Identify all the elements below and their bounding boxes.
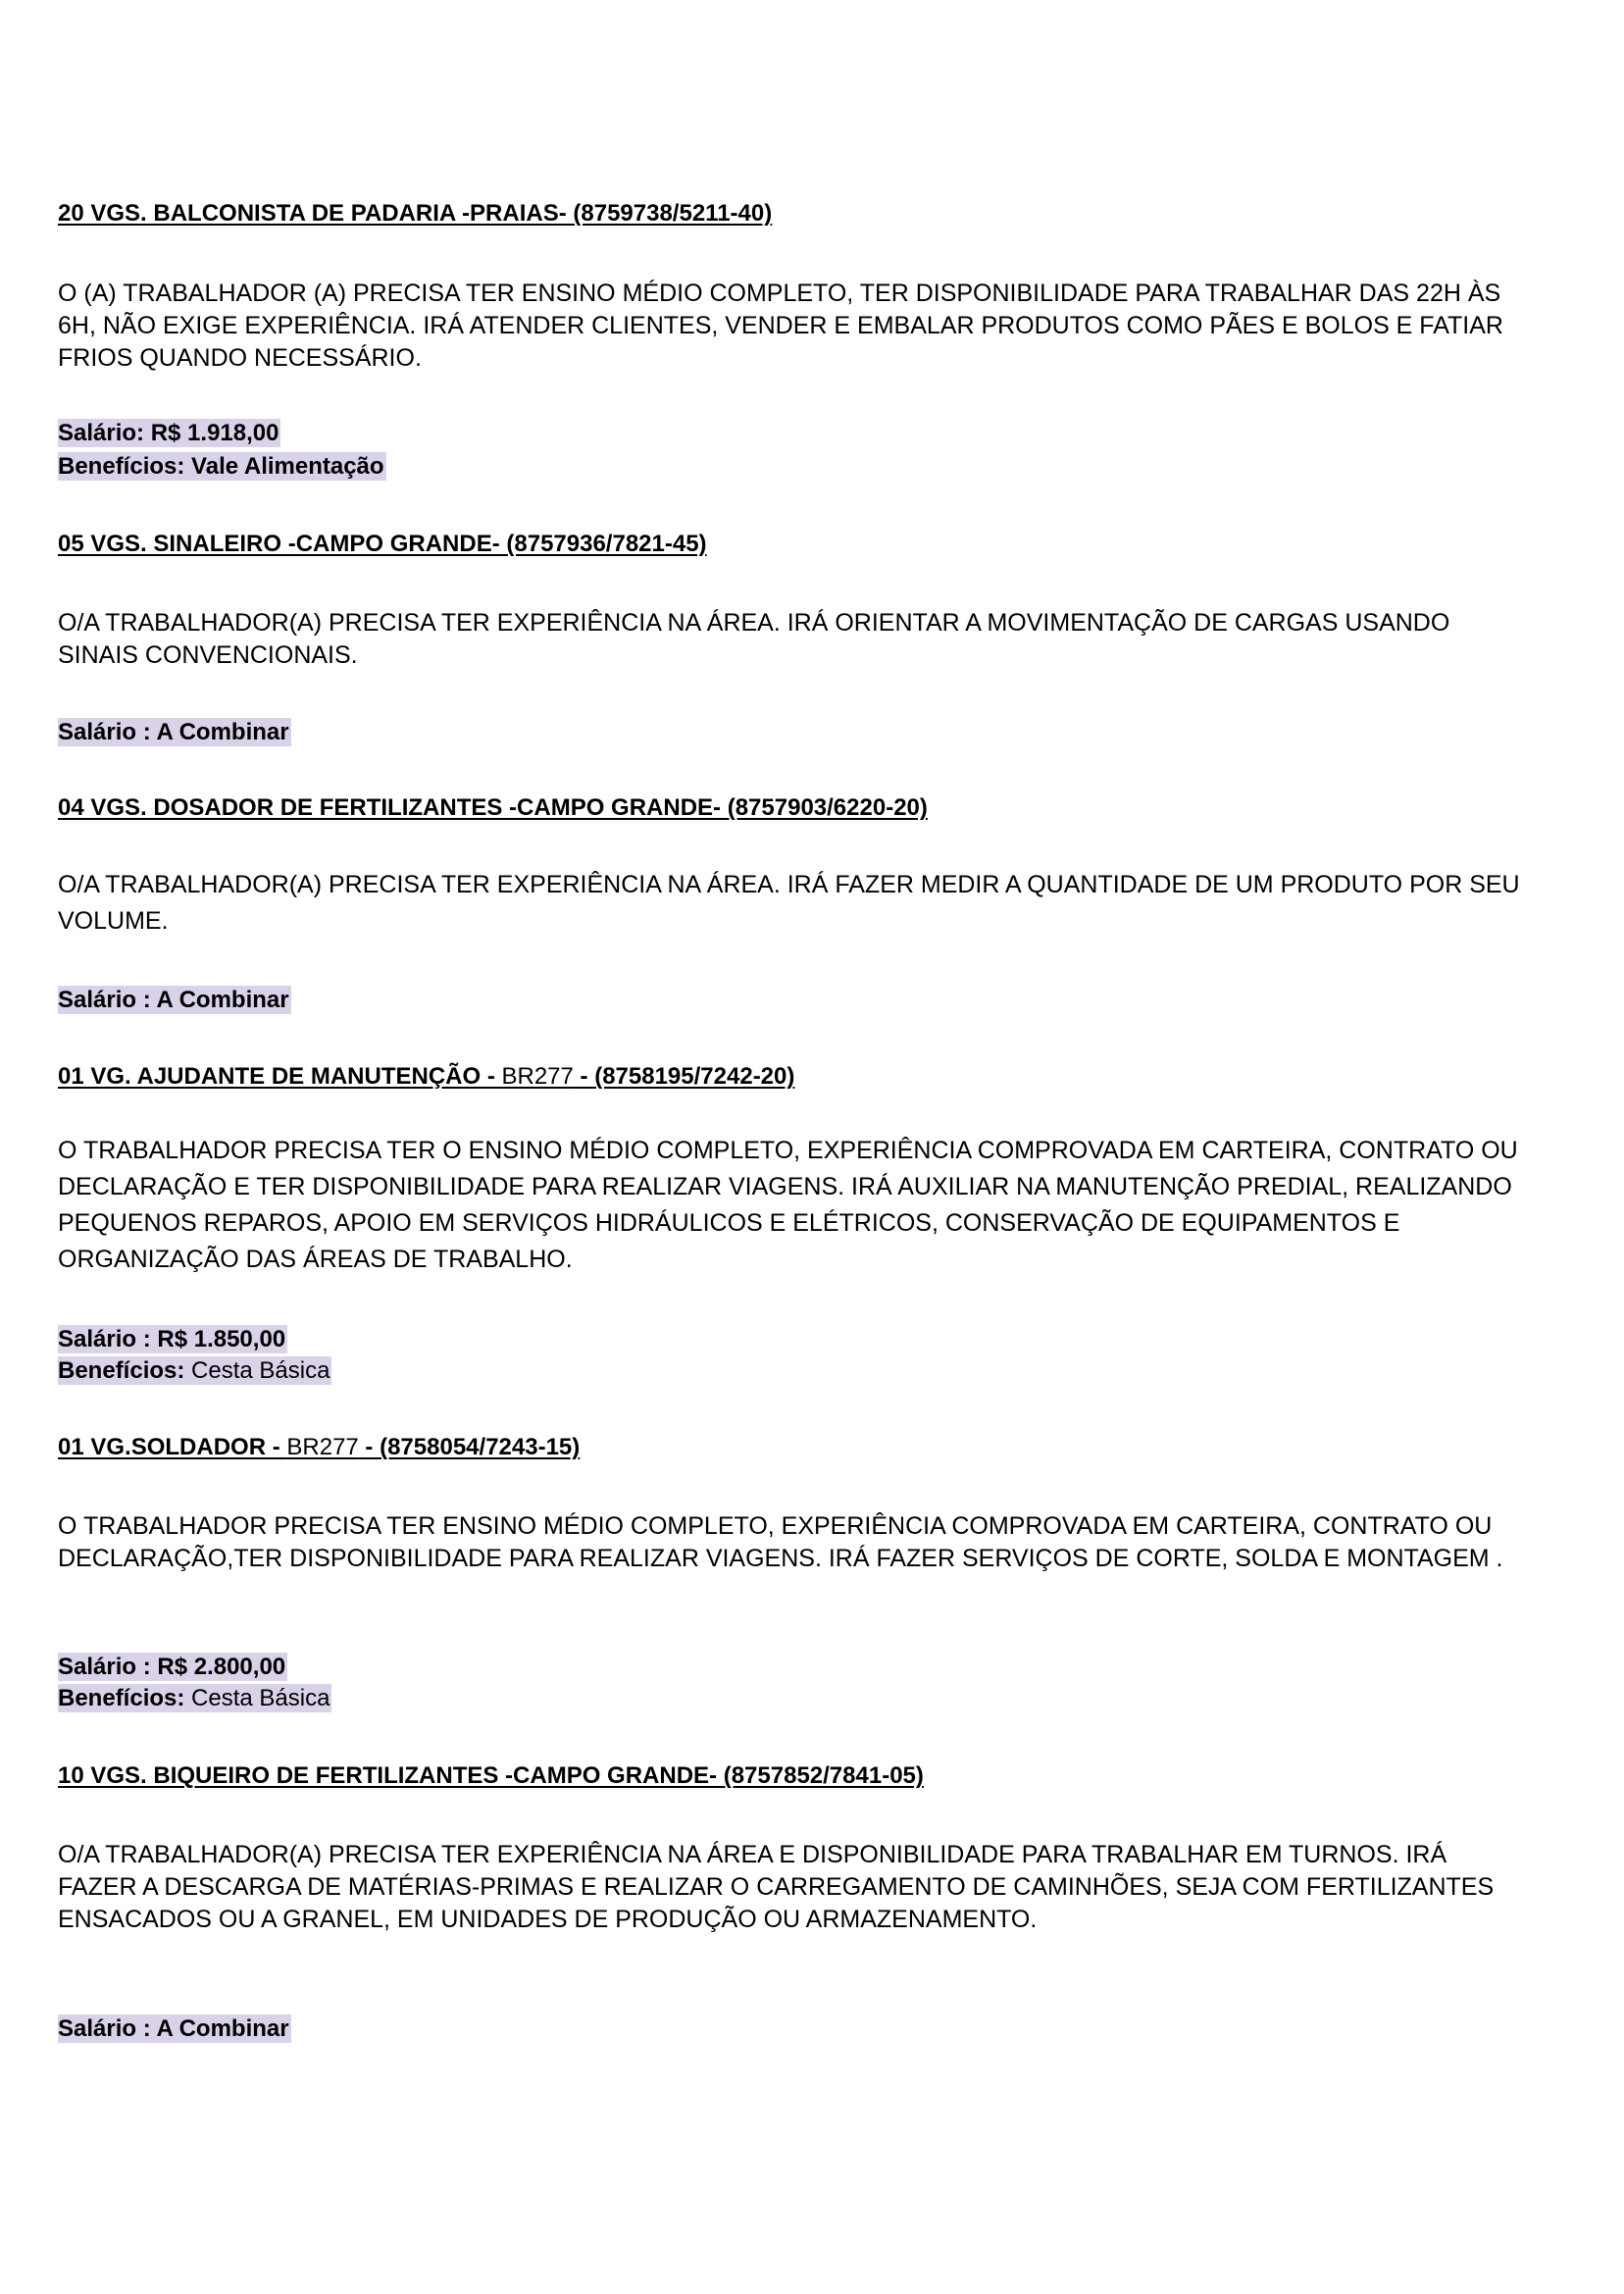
salary-line bbox=[58, 1652, 1529, 1682]
benefits-text: Benefícios: Vale Alimentação bbox=[58, 453, 384, 480]
job-description: O/A TRABALHADOR(A) PRECISA TER EXPERIÊNCIA NA ÁREA. IRÁ FAZER MEDIR A QUANTIDADE DE UM PRODUTO POR SEU VOLUME. bbox=[58, 871, 1520, 935]
benefits-text bbox=[58, 1356, 331, 1385]
salary-line bbox=[58, 717, 1529, 747]
title-main: 01 VG.SOLDADOR - bbox=[58, 1434, 287, 1460]
benefits-text bbox=[58, 1684, 331, 1712]
salary-line bbox=[58, 985, 1529, 1015]
benefits-value: Cesta Básica bbox=[191, 1357, 330, 1384]
job-title bbox=[58, 1061, 1529, 1093]
title-code: - (8758054/7243-15) bbox=[358, 1434, 581, 1460]
job-description: O/A TRABALHADOR(A) PRECISA TER EXPERIÊNCIA NA ÁREA. IRÁ ORIENTAR A MOVIMENTAÇÃO DE CARGAS USANDO SINAIS CONVENCIONAIS. bbox=[58, 609, 1450, 669]
salary-line bbox=[58, 2014, 1529, 2044]
title-route: BR277 bbox=[501, 1063, 574, 1090]
salary-text: Salário : A Combinar bbox=[58, 719, 289, 745]
job-title: 20 VGS. BALCONISTA DE PADARIA -PRAIAS- (8759738/5211-40) bbox=[58, 200, 773, 227]
salary-line bbox=[58, 1324, 1529, 1354]
job-description: O/A TRABALHADOR(A) PRECISA TER EXPERIÊNCIA NA ÁREA E DISPONIBILIDADE PARA TRABALHAR EM TURNOS. IRÁ FAZER A DESCARGA DE MATÉRIAS-PRIMAS E REALIZAR O CARREGAMENTO DE CAMINHÕES, SEJA COM FERTILIZANTES ENSACADOS OU A GRANEL, EM UNIDADES DE PRODUÇÃO OU ARMAZENAMENTO. bbox=[58, 1841, 1495, 1933]
benefits-line bbox=[58, 1355, 1529, 1386]
salary-text: Salário: R$ 1.918,00 bbox=[58, 420, 279, 446]
benefits-label: Benefícios: bbox=[58, 1357, 192, 1384]
salary-text: Salário : A Combinar bbox=[58, 987, 289, 1013]
job-description: O TRABALHADOR PRECISA TER O ENSINO MÉDIO COMPLETO, EXPERIÊNCIA COMPROVADA EM CARTEIRA, CONTRATO OU DECLARAÇÃO E TER DISPONIBILIDADE PARA REALIZAR VIAGENS. IRÁ AUXILIAR NA MANUTENÇÃO PREDIAL, REALIZANDO PEQUENOS REPAROS, APOIO EM SERVIÇOS HIDRÁULICOS E ELÉTRICOS, CONSERVAÇÃO DE EQUIPAMENTOS E ORGANIZAÇÃO DAS ÁREAS DE TRABALHO. bbox=[58, 1137, 1518, 1273]
title-route: BR277 bbox=[286, 1434, 359, 1460]
job-title: 05 VGS. SINALEIRO -CAMPO GRANDE- (8757936/7821-45) bbox=[58, 531, 707, 557]
job-description: O TRABALHADOR PRECISA TER ENSINO MÉDIO COMPLETO, EXPERIÊNCIA COMPROVADA EM CARTEIRA, CONTRATO OU DECLARAÇÃO,TER DISPONIBILIDADE PARA REALIZAR VIAGENS. IRÁ FAZER SERVIÇOS DE CORTE, SOLDA E MONTAGEM . bbox=[58, 1512, 1503, 1572]
benefits-label: Benefícios: bbox=[58, 1685, 192, 1711]
benefits-value: Cesta Básica bbox=[191, 1685, 330, 1711]
job-title bbox=[58, 1432, 1529, 1463]
job-title: 04 VGS. DOSADOR DE FERTILIZANTES -CAMPO GRANDE- (8757903/6220-20) bbox=[58, 794, 928, 821]
benefits-line bbox=[58, 1683, 1529, 1713]
salary-line bbox=[58, 418, 1529, 448]
job-title: 10 VGS. BIQUEIRO DE FERTILIZANTES -CAMPO GRANDE- (8757852/7841-05) bbox=[58, 1762, 924, 1789]
salary-text: Salário : R$ 1.850,00 bbox=[58, 1326, 286, 1352]
title-code: - (8758195/7242-20) bbox=[573, 1063, 795, 1090]
salary-text: Salário : A Combinar bbox=[58, 2015, 289, 2042]
title-main: 01 VG. AJUDANTE DE MANUTENÇÃO - bbox=[58, 1063, 502, 1090]
job-description: O (A) TRABALHADOR (A) PRECISA TER ENSINO MÉDIO COMPLETO, TER DISPONIBILIDADE PARA TRABALHAR DAS 22H ÀS 6H, NÃO EXIGE EXPERIÊNCIA. IRÁ ATENDER CLIENTES, VENDER E EMBALAR PRODUTOS COMO PÃES E BOLOS E FATIAR FRIOS QUANDO NECESSÁRIO. bbox=[58, 280, 1503, 372]
salary-text: Salário : R$ 2.800,00 bbox=[58, 1654, 286, 1680]
benefits-line bbox=[58, 451, 1529, 482]
